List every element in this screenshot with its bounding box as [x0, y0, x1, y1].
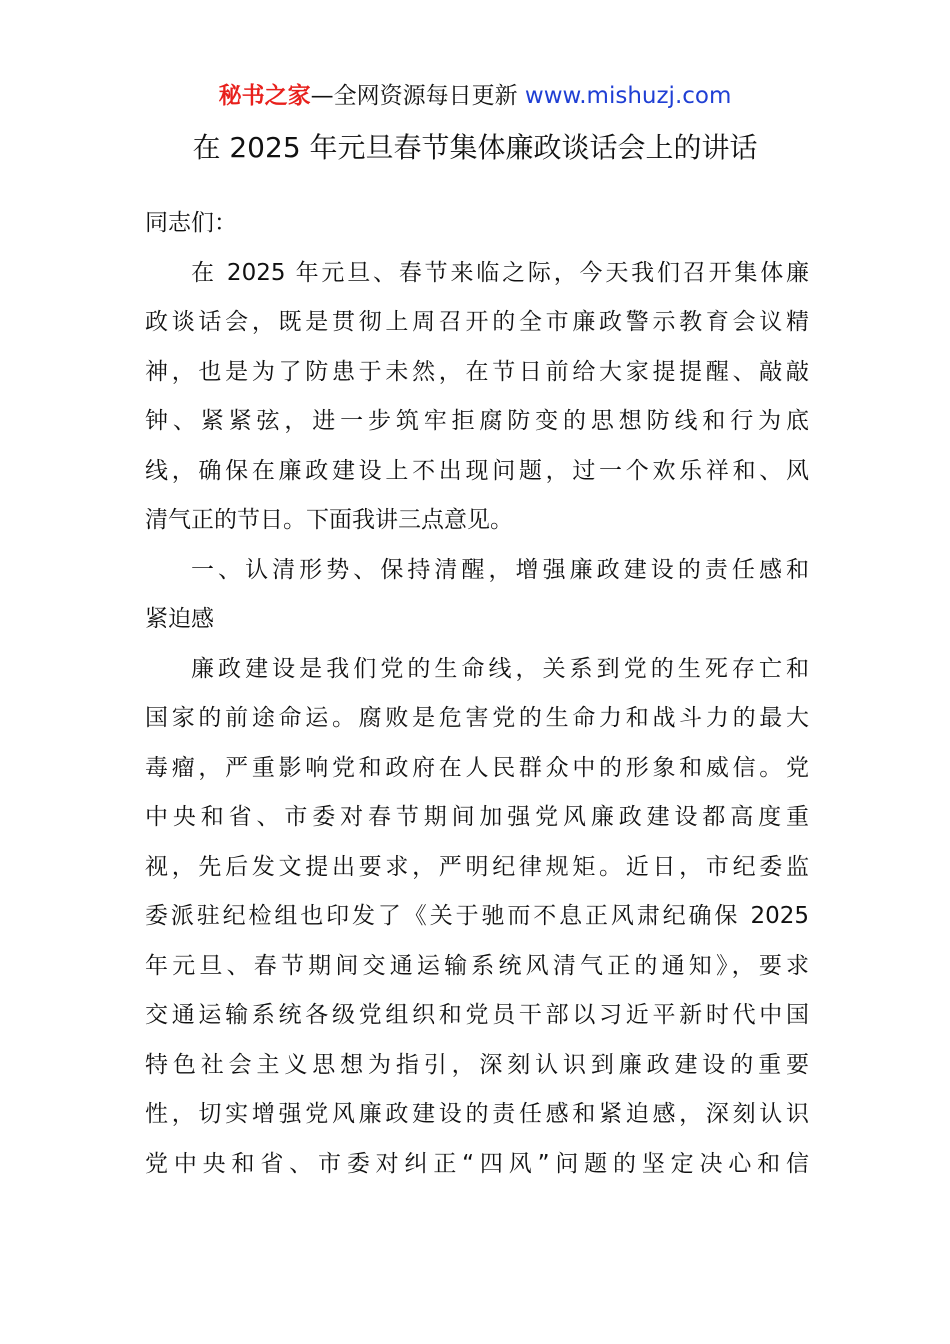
- site-url-link[interactable]: www.mishuzj.com: [524, 83, 732, 109]
- text-line: 在 2025 年元旦、春节来临之际，今天我们召开集体廉: [191, 259, 809, 286]
- text-line: 毒瘤，严重影响党和政府在人民群众中的形象和威信。党: [145, 754, 809, 781]
- paragraph-intro: [145, 249, 809, 546]
- text-line: 国家的前途命运。腐败是危害党的生命力和战斗力的最大: [145, 705, 809, 731]
- section-heading-1: [145, 546, 809, 645]
- text-line: 党中央和省、市委对纠正“四风”问题的坚定决心和信: [145, 1150, 809, 1177]
- text-line: 紧迫感: [145, 606, 214, 632]
- site-tagline: —全网资源每日更新: [310, 83, 525, 109]
- text-line: 清气正的节日。下面我讲三点意见。: [145, 507, 513, 533]
- text-line: 交通运输系统各级党组织和党员干部以习近平新时代中国: [145, 1002, 809, 1028]
- site-header: [0, 80, 950, 112]
- text-line: 特色社会主义思想为指引，深刻认识到廉政建设的重要: [145, 1051, 809, 1078]
- text-line: 神，也是为了防患于未然，在节日前给大家提提醒、敲敲: [145, 358, 809, 385]
- text-line: 线，确保在廉政建设上不出现问题，过一个欢乐祥和、风: [145, 457, 809, 484]
- text-line: 年元旦、春节期间交通运输系统风清气正的通知》，要求: [145, 952, 809, 979]
- text-line: 视，先后发文提出要求，严明纪律规矩。近日，市纪委监: [145, 853, 809, 880]
- paragraph-section-1: [145, 645, 809, 1190]
- text-line: 性，切实增强党风廉政建设的责任感和紧迫感，深刻认识: [145, 1101, 809, 1127]
- document-title: 在 2025 年元旦春节集体廉政谈话会上的讲话: [192, 131, 758, 164]
- text-line: 一、认清形势、保持清醒，增强廉政建设的责任感和: [191, 556, 809, 583]
- text-line: 委派驻纪检组也印发了《关于驰而不息正风肃纪确保 2025: [145, 903, 809, 929]
- text-line: 廉政建设是我们党的生命线，关系到党的生死存亡和: [191, 655, 809, 682]
- document-body: [145, 199, 809, 1189]
- text-line: 钟、紧紧弦，进一步筑牢拒腐防变的思想防线和行为底: [145, 408, 809, 434]
- text-line: 政谈话会，既是贯彻上周召开的全市廉政警示教育会议精: [145, 309, 809, 335]
- text-line: 中央和省、市委对春节期间加强党风廉政建设都高度重: [145, 804, 809, 830]
- site-brand: 秘书之家: [218, 83, 311, 109]
- salutation: 同志们：: [145, 210, 237, 236]
